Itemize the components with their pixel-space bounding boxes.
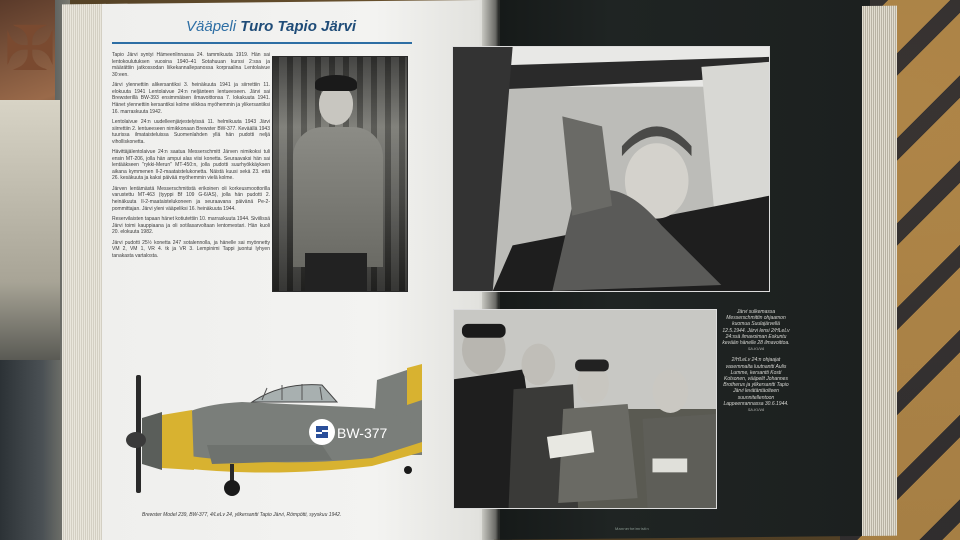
- paragraph: Järvi ylennettiin alikersantiksi 3. heinäkuuta 1941 ja siirrettiin 11. elokuuta 1941 Lentolaivue 24:n neljänteen lentueeseen. Järvi sai Brewsterillä BW-393 ensimmäisen ilmavoittonsa 7. lokakuuta 1941. Hänet ylennettiin kersantiksi kolme viikkoa myöhemmin ja ylikersantiksi 16. marraskuuta 1942.: [112, 82, 270, 115]
- page-edge-left: [62, 4, 106, 540]
- biography-text: [112, 52, 270, 263]
- pilots-group-photo: [453, 309, 717, 509]
- portrait-photo: [272, 56, 408, 292]
- pilot-4-face: [652, 369, 688, 413]
- aircraft-caption: Brewster Model 239, BW-377, 4/LeLv 24, ylikersantti Tapio Järvi, Römpötti, syyskuu 1942.: [142, 512, 342, 518]
- paragraph: Hävittäjälentolaivue 24:n saatua Messerschmitt Järven nimikoksi tuli ensin MT-206, jolla hän ampui alas viisi konetta. Seuraavaksi hän sai lentääkseen "rykki-Merun" MT-450:n, jolla pudotti suurhyökkäyksen aikana kymmenen Il-2-maataistelukonetta. Näistä kuusi sekä 23. että 26. kesäkuuta ja kaksi päivää myöhemmin vielä kolme.: [112, 149, 270, 182]
- heading-name: Turo Tapio Järvi: [240, 18, 357, 35]
- pilot-3-cap: [575, 360, 609, 372]
- aircraft-illustration: [122, 360, 422, 500]
- photo-credit: SA-KUVA: [747, 347, 765, 352]
- roundel-white: [309, 419, 335, 445]
- pilot-1-cap: [462, 324, 506, 338]
- nose-yellow-band: [162, 410, 194, 470]
- paper-note: [652, 459, 687, 473]
- uniform-torso: [293, 127, 383, 267]
- tail-wheel: [404, 466, 412, 474]
- pilot-cap: [315, 75, 357, 91]
- pilot-2-face: [521, 344, 555, 386]
- medal-cross-icon: ✠: [4, 12, 56, 85]
- photo-captions: [722, 309, 790, 418]
- caption-cockpit: Järvi sulkemassa Messerschmittin ohjaamon kuomua Suulajärvellä 12.5.1944. Järvi lensi 2/HLeLv 24:ssä ilmavoiman Eskuntu kevään hänelle 28 ilmavoittoa. SA-KUVA: [722, 309, 790, 352]
- landing-gear-wheel: [224, 480, 240, 496]
- paragraph: Reservilaisten tapaan hänet kotiutettiin 10. marraskuuta 1944. Siviilissä Järvi toimi kauppiaana ja oli sotilasarvoltaan lentomestari. Hän kuoli 20. elokuuta 1982.: [112, 216, 270, 236]
- paragraph: Tapio Järvi syntyi Hämeenlinnassa 24. tammikuuta 1919. Hän sai lentokoulutuksen vuosina 1940–41 Sotahuuan kurssi 2:ssa ja määrättiin jatkossodan liikekannallepanossa korpraalina Lentolaivue 30:een.: [112, 52, 270, 78]
- aircraft-code: BW-377: [337, 425, 388, 441]
- tail-yellow-band: [407, 364, 422, 405]
- page-heading: [186, 18, 406, 42]
- paragraph: Järven lentämästä Messerschmitistä erikoinen oli korkeusmoottorilla varustettu MT-463 (tyyppi Bf 109 G-6/AS), jolla hän pudotti 2. heinäkuuta Il-2-maataistelukoneen ja seuraavana päivänä Pe-2-pommittajan. Järvi yleni vääpeliksi 16. heinäkuuta 1944.: [112, 185, 270, 212]
- paragraph: Lentolaivue 24:n uudelleenjärjestelyissä 11. helmikuuta 1943 Järvi siirrettiin 2. lentueeseen nimikkonaan Brewster BW-377. Keväällä 1943 tuurissa ilmataisteluissa Suomenlahden yllä hän pudotti neljä viholliskonetta.: [112, 118, 270, 145]
- pilot-face: [319, 85, 353, 125]
- cockpit-photo: [452, 46, 770, 292]
- page-footer: Mannerheimristin: [615, 526, 649, 531]
- stacked-books: [0, 0, 70, 540]
- pilot-legs: [305, 253, 367, 292]
- page-edge-right: [862, 6, 897, 536]
- photo-credit: SA-KUVA: [747, 408, 765, 413]
- caption-group: 2/HLeLv 24:n ohjaajat vasemmalta luutnantti Aulis Lumme, kersantti Kosti Kolsonen, vääpelit Johannes Brotherus ja ylikersantti Tapio Järvi levätäntäolteen suunnitellentoon Lappeenrannassa 30.6.1944. SA-KUVA: [723, 357, 789, 413]
- heading-rank: Vääpeli: [186, 18, 237, 35]
- book-cover-light: [0, 100, 60, 360]
- paragraph: Järvi pudotti 25½ konetta 247 sotalennolla, ja hänelle sai myönnetty VM 2, VM 1, VR 4. tk ja VR 3. Lempinimi Tappi juontui lyhyen tanakasta vartalosta.: [112, 239, 270, 259]
- heading-rule: [112, 42, 412, 44]
- propeller-spinner: [126, 432, 146, 448]
